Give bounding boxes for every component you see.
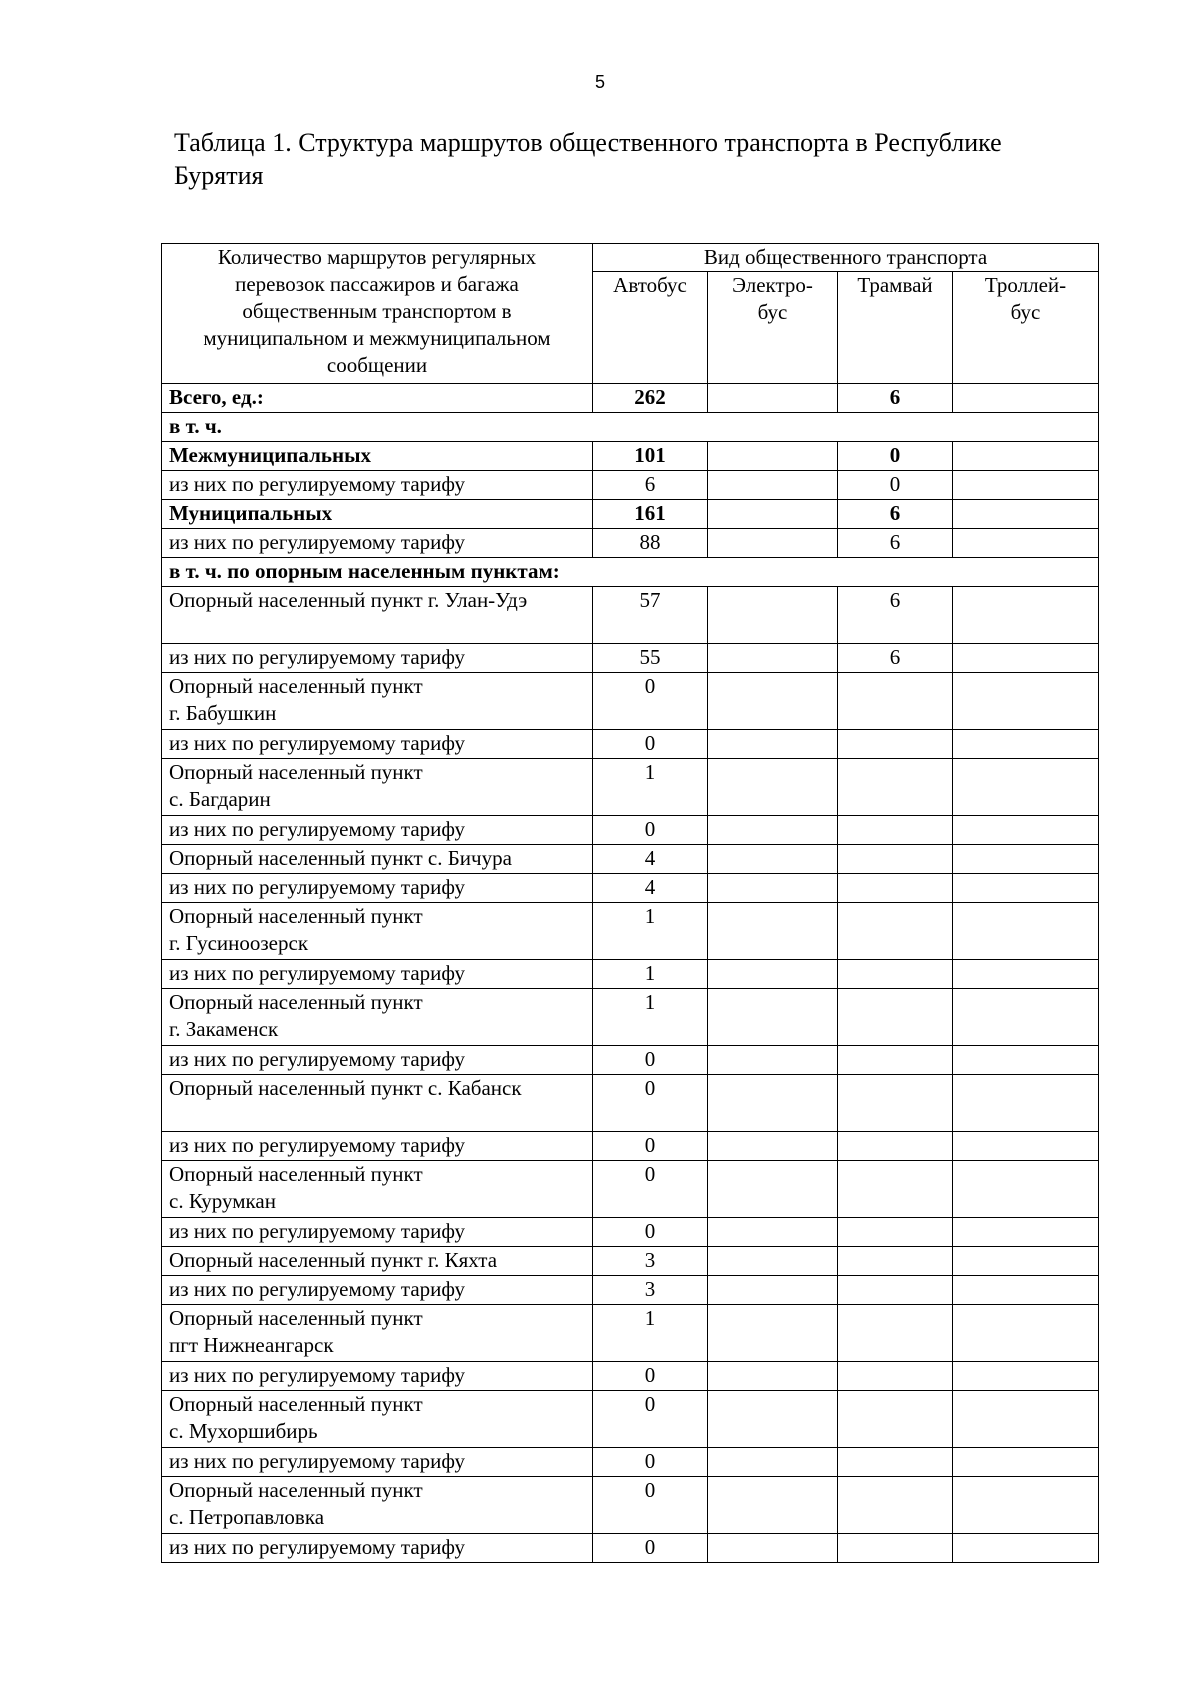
table-row — [162, 1391, 1099, 1448]
cell-bus: 55 — [593, 644, 708, 673]
table-row — [162, 1305, 1099, 1362]
row-label: Опорный населенный пункт — [169, 990, 423, 1014]
row-label-cell — [162, 1391, 593, 1448]
row-label-cell — [162, 558, 1099, 587]
cell-trolley — [953, 1448, 1099, 1477]
row-label-cell — [162, 903, 593, 960]
row-label-cell — [162, 1362, 593, 1391]
row-label: из них по регулируемому тарифу — [169, 1535, 465, 1559]
cell-ebus — [708, 529, 838, 558]
cell-bus: 0 — [593, 1362, 708, 1391]
cell-bus: 0 — [593, 1534, 708, 1563]
row-label-continued: пгт Нижнеангарск — [169, 1333, 334, 1357]
cell-bus: 1 — [593, 1305, 708, 1362]
row-label-cell — [162, 989, 593, 1046]
table-caption — [174, 126, 1104, 192]
row-label-cell — [162, 529, 593, 558]
cell-ebus — [708, 587, 838, 644]
cell-ebus — [708, 989, 838, 1046]
row-label: Опорный населенный пункт — [169, 904, 423, 928]
row-label-cell — [162, 1534, 593, 1563]
table-row — [162, 587, 1099, 644]
cell-ebus — [708, 673, 838, 730]
row-label-cell — [162, 960, 593, 989]
cell-trolley — [953, 1247, 1099, 1276]
table-row — [162, 558, 1099, 587]
column-header-trolley — [953, 272, 1099, 384]
cell-tram: 6 — [838, 500, 953, 529]
cell-trolley — [953, 960, 1099, 989]
row-label-cell — [162, 587, 593, 644]
row-label-cell — [162, 816, 593, 845]
cell-ebus — [708, 1161, 838, 1218]
column-header-line: Трамвай — [857, 273, 933, 297]
row-label: из них по регулируемому тарифу — [169, 1047, 465, 1071]
cell-ebus — [708, 1218, 838, 1247]
cell-bus: 4 — [593, 874, 708, 903]
table-row — [162, 500, 1099, 529]
table-row — [162, 644, 1099, 673]
cell-tram — [838, 1534, 953, 1563]
table-row — [162, 759, 1099, 816]
row-label-cell — [162, 1276, 593, 1305]
cell-ebus — [708, 1391, 838, 1448]
table-row — [162, 413, 1099, 442]
cell-tram — [838, 845, 953, 874]
caption-line: Таблица 1. Структура маршрутов общественного транспорта в Республике — [174, 128, 1002, 157]
cell-ebus — [708, 960, 838, 989]
cell-trolley — [953, 384, 1099, 413]
cell-tram — [838, 960, 953, 989]
cell-ebus — [708, 1448, 838, 1477]
cell-ebus — [708, 1046, 838, 1075]
cell-ebus — [708, 1362, 838, 1391]
cell-ebus — [708, 644, 838, 673]
row-label: Опорный населенный пункт г. Улан-Удэ — [169, 588, 528, 612]
row-label-cell — [162, 673, 593, 730]
cell-trolley — [953, 759, 1099, 816]
row-label-cell — [162, 874, 593, 903]
row-label-cell — [162, 442, 593, 471]
header-row-label-line: Количество маршрутов регулярных — [217, 245, 537, 269]
cell-tram — [838, 1161, 953, 1218]
row-label: из них по регулируемому тарифу — [169, 817, 465, 841]
cell-tram — [838, 730, 953, 759]
column-header-line: Автобус — [613, 273, 687, 297]
cell-trolley — [953, 644, 1099, 673]
row-label: Опорный населенный пункт — [169, 1478, 423, 1502]
header-row-label-line: общественным транспортом в — [242, 299, 512, 323]
row-label: из них по регулируемому тарифу — [169, 472, 465, 496]
table-row — [162, 1075, 1099, 1132]
cell-tram — [838, 1448, 953, 1477]
cell-ebus — [708, 1276, 838, 1305]
cell-bus: 161 — [593, 500, 708, 529]
cell-trolley — [953, 730, 1099, 759]
cell-trolley — [953, 1477, 1099, 1534]
cell-bus: 6 — [593, 471, 708, 500]
table-row — [162, 1218, 1099, 1247]
header-row — [162, 244, 1099, 272]
cell-trolley — [953, 587, 1099, 644]
cell-tram — [838, 1247, 953, 1276]
row-label-cell — [162, 1448, 593, 1477]
table-row — [162, 960, 1099, 989]
row-label-cell — [162, 1046, 593, 1075]
table-row — [162, 1276, 1099, 1305]
table-row — [162, 1247, 1099, 1276]
page-number: 5 — [594, 72, 605, 92]
row-label: из них по регулируемому тарифу — [169, 731, 465, 755]
cell-bus: 0 — [593, 1132, 708, 1161]
cell-ebus — [708, 384, 838, 413]
cell-ebus — [708, 471, 838, 500]
routes-table-body — [162, 244, 1099, 1563]
cell-trolley — [953, 1046, 1099, 1075]
row-label-cell — [162, 1075, 593, 1132]
row-label: из них по регулируемому тарифу — [169, 1133, 465, 1157]
cell-ebus — [708, 845, 838, 874]
row-label-cell — [162, 759, 593, 816]
header-row-label — [162, 244, 593, 384]
cell-trolley — [953, 874, 1099, 903]
column-header-line: бус — [1010, 300, 1041, 324]
cell-bus: 0 — [593, 673, 708, 730]
row-label: Опорный населенный пункт — [169, 760, 423, 784]
row-label-continued: г. Бабушкин — [169, 701, 277, 725]
cell-ebus — [708, 730, 838, 759]
column-header-line: бус — [757, 300, 788, 324]
cell-trolley — [953, 845, 1099, 874]
row-label: Опорный населенный пункт — [169, 674, 423, 698]
row-label-cell — [162, 413, 1099, 442]
cell-tram — [838, 1305, 953, 1362]
cell-tram — [838, 759, 953, 816]
cell-trolley — [953, 471, 1099, 500]
cell-tram — [838, 1391, 953, 1448]
cell-trolley — [953, 989, 1099, 1046]
table-row — [162, 529, 1099, 558]
cell-tram — [838, 874, 953, 903]
cell-ebus — [708, 442, 838, 471]
table-row — [162, 1362, 1099, 1391]
row-label: Опорный населенный пункт — [169, 1392, 423, 1416]
row-label: из них по регулируемому тарифу — [169, 645, 465, 669]
cell-trolley — [953, 673, 1099, 730]
cell-tram: 0 — [838, 471, 953, 500]
row-label-cell — [162, 500, 593, 529]
cell-bus: 0 — [593, 1218, 708, 1247]
cell-tram — [838, 1218, 953, 1247]
row-label: из них по регулируемому тарифу — [169, 1449, 465, 1473]
cell-bus: 0 — [593, 816, 708, 845]
cell-bus: 57 — [593, 587, 708, 644]
cell-bus: 0 — [593, 1046, 708, 1075]
cell-trolley — [953, 442, 1099, 471]
table-row — [162, 1046, 1099, 1075]
row-label-cell — [162, 1305, 593, 1362]
cell-ebus — [708, 500, 838, 529]
cell-ebus — [708, 1247, 838, 1276]
cell-ebus — [708, 1305, 838, 1362]
row-label-cell — [162, 1477, 593, 1534]
header-row-label-line: муниципальном и межмуниципальном — [203, 326, 551, 350]
cell-tram — [838, 903, 953, 960]
row-label: из них по регулируемому тарифу — [169, 875, 465, 899]
row-label-cell — [162, 384, 593, 413]
cell-tram: 6 — [838, 384, 953, 413]
row-label-cell — [162, 1132, 593, 1161]
row-label-continued: г. Гусиноозерск — [169, 931, 309, 955]
cell-ebus — [708, 1534, 838, 1563]
row-label-continued: с. Петропавловка — [169, 1505, 325, 1529]
row-label-cell — [162, 730, 593, 759]
header-row-label-line: перевозок пассажиров и багажа — [235, 272, 519, 296]
row-label-continued: с. Багдарин — [169, 787, 271, 811]
cell-ebus — [708, 903, 838, 960]
table-row — [162, 874, 1099, 903]
cell-trolley — [953, 1362, 1099, 1391]
cell-trolley — [953, 500, 1099, 529]
table-row — [162, 989, 1099, 1046]
table-row — [162, 1534, 1099, 1563]
cell-trolley — [953, 1075, 1099, 1132]
column-header-ebus — [708, 272, 838, 384]
cell-trolley — [953, 1305, 1099, 1362]
cell-ebus — [708, 816, 838, 845]
table-row — [162, 1132, 1099, 1161]
cell-bus: 4 — [593, 845, 708, 874]
cell-ebus — [708, 1477, 838, 1534]
cell-ebus — [708, 874, 838, 903]
cell-trolley — [953, 529, 1099, 558]
cell-ebus — [708, 1075, 838, 1132]
row-label: из них по регулируемому тарифу — [169, 1277, 465, 1301]
cell-bus: 262 — [593, 384, 708, 413]
cell-bus: 0 — [593, 1391, 708, 1448]
row-label: Муниципальных — [169, 501, 333, 525]
cell-bus: 0 — [593, 1477, 708, 1534]
row-label: Опорный населенный пункт с. Кабанск — [169, 1076, 522, 1100]
cell-trolley — [953, 1132, 1099, 1161]
table-row — [162, 730, 1099, 759]
cell-tram — [838, 1477, 953, 1534]
cell-tram — [838, 1132, 953, 1161]
column-header-bus — [593, 272, 708, 384]
cell-bus: 0 — [593, 1161, 708, 1218]
table-row — [162, 471, 1099, 500]
row-label: Межмуниципальных — [169, 443, 371, 467]
row-label-cell — [162, 644, 593, 673]
row-label: из них по регулируемому тарифу — [169, 961, 465, 985]
cell-tram — [838, 1075, 953, 1132]
row-label: Опорный населенный пункт с. Бичура — [169, 846, 512, 870]
cell-bus: 1 — [593, 989, 708, 1046]
column-header-line: Электро- — [732, 273, 813, 297]
cell-ebus — [708, 1132, 838, 1161]
row-label: Опорный населенный пункт г. Кяхта — [169, 1248, 498, 1272]
row-label: Опорный населенный пункт — [169, 1306, 423, 1330]
row-label-cell — [162, 1161, 593, 1218]
cell-bus: 88 — [593, 529, 708, 558]
cell-tram: 6 — [838, 529, 953, 558]
table-row — [162, 903, 1099, 960]
column-header-line: Троллей- — [984, 273, 1067, 297]
cell-bus: 0 — [593, 1448, 708, 1477]
row-label: в т. ч. — [169, 414, 222, 438]
row-label: Опорный населенный пункт — [169, 1162, 423, 1186]
row-label-continued: с. Мухоршибирь — [169, 1419, 318, 1443]
cell-bus: 1 — [593, 903, 708, 960]
cell-bus: 0 — [593, 730, 708, 759]
cell-bus: 1 — [593, 759, 708, 816]
cell-tram — [838, 673, 953, 730]
cell-trolley — [953, 1276, 1099, 1305]
column-header-tram — [838, 272, 953, 384]
row-label: в т. ч. по опорным населенным пунктам: — [169, 559, 560, 583]
cell-bus: 3 — [593, 1276, 708, 1305]
table-row — [162, 1477, 1099, 1534]
table-row — [162, 442, 1099, 471]
row-label: из них по регулируемому тарифу — [169, 1219, 465, 1243]
row-label: из них по регулируемому тарифу — [169, 1363, 465, 1387]
cell-tram — [838, 1046, 953, 1075]
cell-tram: 6 — [838, 587, 953, 644]
cell-ebus — [708, 759, 838, 816]
cell-tram: 0 — [838, 442, 953, 471]
table-row — [162, 673, 1099, 730]
row-label-cell — [162, 1218, 593, 1247]
row-label-cell — [162, 471, 593, 500]
table-row — [162, 845, 1099, 874]
row-label: из них по регулируемому тарифу — [169, 530, 465, 554]
header-group-label: Вид общественного транспорта — [593, 244, 1099, 272]
cell-trolley — [953, 1391, 1099, 1448]
table-row — [162, 816, 1099, 845]
caption-line: Бурятия — [174, 161, 264, 190]
cell-bus: 0 — [593, 1075, 708, 1132]
cell-tram — [838, 1276, 953, 1305]
cell-tram — [838, 1362, 953, 1391]
cell-tram — [838, 816, 953, 845]
table-row — [162, 1161, 1099, 1218]
cell-trolley — [953, 1161, 1099, 1218]
row-label-continued: г. Закаменск — [169, 1017, 279, 1041]
routes-table — [161, 243, 1099, 1563]
cell-trolley — [953, 1218, 1099, 1247]
cell-bus: 3 — [593, 1247, 708, 1276]
row-label: Всего, ед.: — [169, 385, 264, 409]
row-label-cell — [162, 1247, 593, 1276]
cell-trolley — [953, 1534, 1099, 1563]
cell-bus: 101 — [593, 442, 708, 471]
table-row — [162, 1448, 1099, 1477]
row-label-cell — [162, 845, 593, 874]
cell-tram: 6 — [838, 644, 953, 673]
cell-bus: 1 — [593, 960, 708, 989]
cell-tram — [838, 989, 953, 1046]
header-row-label-line: сообщении — [326, 353, 428, 377]
row-label-continued: с. Курумкан — [169, 1189, 276, 1213]
table-row — [162, 384, 1099, 413]
cell-trolley — [953, 816, 1099, 845]
cell-trolley — [953, 903, 1099, 960]
